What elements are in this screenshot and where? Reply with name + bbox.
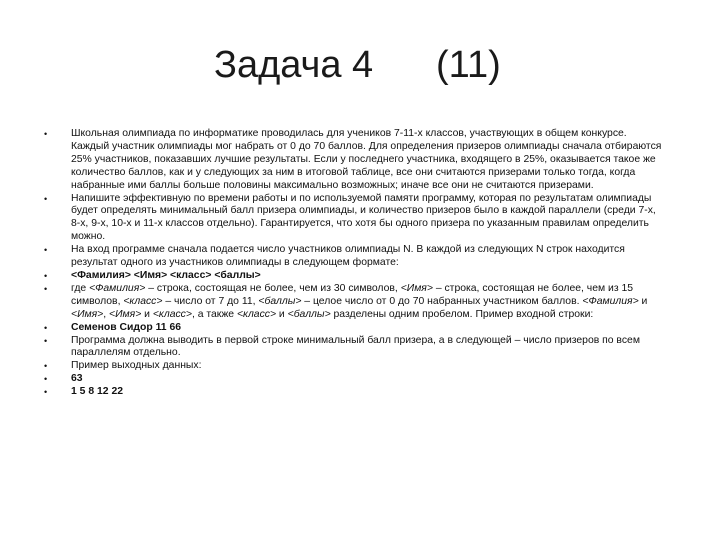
bullet-item: [44, 322, 664, 335]
bullet-text: <баллы>: [258, 295, 302, 307]
bullet-dot-icon: •: [44, 193, 48, 204]
bullet-text: Школьная олимпиада по информатике проводилась для учеников 7-11-х классов, участвующих в общем конкурсе. Каждый участник олимпиады мог набрать от 0 до 70 баллов. Для определения призеров олимпиады сначала отбираются 25% участников, показавших лучшие результаты. Если у последнего участника, входящего в 25%, оказывается такое же количество баллов, как и у следующих за ним в итоговой таблице, все они считаются призерами только тогда, когда набранные ими баллы больше половины максимально возможных; иначе все они не считаются призерами.: [71, 128, 662, 191]
bullet-text: <класс>: [236, 308, 277, 320]
bullet-item: [44, 128, 664, 193]
bullet-text: – строка, состоящая не более, чем из 15 символов,: [71, 282, 634, 307]
bullet-text: <класс>: [123, 295, 163, 307]
bullet-text: – число от 7 до 11,: [162, 295, 259, 307]
bullet-text: Напишите эффективную по времени работы и по используемой памяти программу, которая по результатам олимпиады будет определять минимальный балл призера олимпиады, и количество призеров было в каждой параллели (среди 7-х, 8-х, 9-х, 10-х и 11-х классов отдельно). Гарантируется, что хотя бы одного призера по указанным правилам определить можно.: [71, 192, 656, 243]
bullet-dot-icon: •: [44, 361, 48, 372]
bullet-text: и: [638, 295, 648, 307]
bullet-text: <баллы>: [287, 308, 331, 320]
bullet-text: Программа должна выводить в первой строке минимальный балл призера, а в следующей – число призеров по всем параллелям отдельно.: [71, 334, 640, 359]
bullet-item: [44, 244, 664, 270]
bullet-item: [44, 193, 664, 245]
bullet-dot-icon: •: [44, 129, 48, 139]
bullet-dot-icon: •: [44, 374, 48, 385]
bullet-text: <Фамилия>: [582, 295, 639, 307]
bullet-text: <Фамилия>: [89, 282, 146, 294]
bullet-item: [44, 386, 664, 399]
bullet-dot-icon: •: [44, 387, 48, 398]
bullet-text: разделены одним пробелом. Пример входной строки:: [330, 308, 594, 320]
bullet-text: – строка, состоящая не более, чем из 30 символов,: [145, 282, 401, 294]
bullet-text: 1 5 8 12 22: [71, 386, 123, 398]
slide-title-number: (11): [436, 44, 501, 86]
bullet-item: [44, 283, 664, 322]
bullet-text: и: [276, 308, 288, 320]
bullet-text: – целое число от 0 до 70 набранных участником баллов.: [301, 295, 583, 307]
bullet-text: <Имя>: [71, 308, 104, 320]
bullet-text: <Имя>: [109, 308, 142, 320]
bullet-text: <Имя>: [400, 282, 433, 294]
bullet-text: Семенов Сидор 11 66: [71, 321, 182, 333]
bullet-dot-icon: •: [44, 245, 48, 256]
bullet-list: [44, 128, 664, 399]
bullet-item: [44, 335, 664, 361]
slide-title-text: Задача 4: [214, 44, 374, 86]
bullet-text: <класс>: [152, 308, 192, 320]
bullet-item: [44, 373, 664, 386]
bullet-text: 63: [71, 373, 83, 385]
bullet-text: где: [71, 282, 90, 294]
bullet-text: и: [141, 308, 153, 320]
bullet-dot-icon: •: [44, 270, 48, 281]
bullet-dot-icon: •: [44, 335, 48, 346]
slide-title: [0, 44, 720, 104]
bullet-text: Пример выходных данных:: [71, 360, 202, 372]
bullet-dot-icon: •: [44, 322, 48, 333]
bullet-text: ,: [103, 308, 110, 320]
bullet-item: [44, 270, 664, 283]
bullet-dot-icon: •: [44, 283, 48, 294]
bullet-item: [44, 360, 664, 373]
bullet-text: <Фамилия> <Имя> <класс> <баллы>: [71, 269, 261, 281]
bullet-text: На вход программе сначала подается число участников олимпиады N. В каждой из следующих N строк находится результат одного из участников олимпиады в следующем формате:: [71, 244, 625, 269]
bullet-text: , а также: [191, 308, 237, 320]
